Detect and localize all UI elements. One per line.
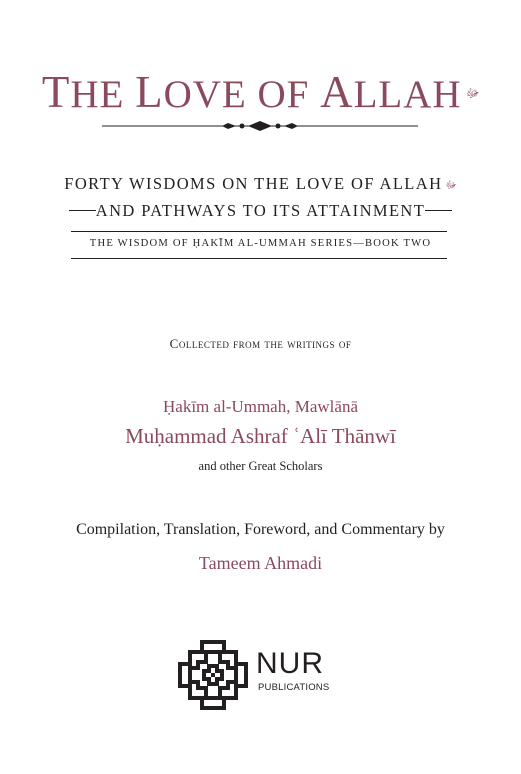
- series-rule-top: [71, 231, 447, 232]
- jalla-jalaluhu-seal-small: ﷻ: [445, 180, 457, 191]
- author-title: Ḥakīm al-Ummah, Mawlānā: [163, 397, 358, 416]
- series-rule-bottom: [71, 258, 447, 259]
- publisher-sub: PUBLICATIONS: [258, 682, 330, 693]
- collected-from-label: Collected from the writings of: [169, 336, 352, 351]
- subtitle-line-2: AND PATHWAYS TO ITS ATTAINMENT: [0, 201, 521, 221]
- title-ornament-divider: [102, 117, 418, 135]
- publisher-name: NUR: [256, 647, 324, 680]
- dash-left: [69, 210, 96, 211]
- compilation-credit: Compilation, Translation, Foreword, and Commentary by: [76, 521, 445, 538]
- other-scholars: and other Great Scholars: [198, 459, 323, 473]
- subtitle-line-1: FORTY WISDOMS ON THE LOVE OF ALLAH ﷻ: [64, 174, 457, 193]
- series-line: THE WISDOM OF ḤAKĪM AL-UMMAH SERIES—BOOK TWO: [89, 238, 432, 249]
- book-title: THE LOVE OF ALLAH ﷻ: [41, 67, 480, 117]
- dash-right: [425, 210, 452, 211]
- nur-publications-logo-icon: [178, 640, 248, 710]
- author-name: Muḥammad Ashraf ʿAlī Thānwī: [125, 424, 396, 448]
- translator-name: Tameem Ahmadi: [198, 553, 323, 573]
- jalla-jalaluhu-seal: ﷻ: [464, 85, 480, 101]
